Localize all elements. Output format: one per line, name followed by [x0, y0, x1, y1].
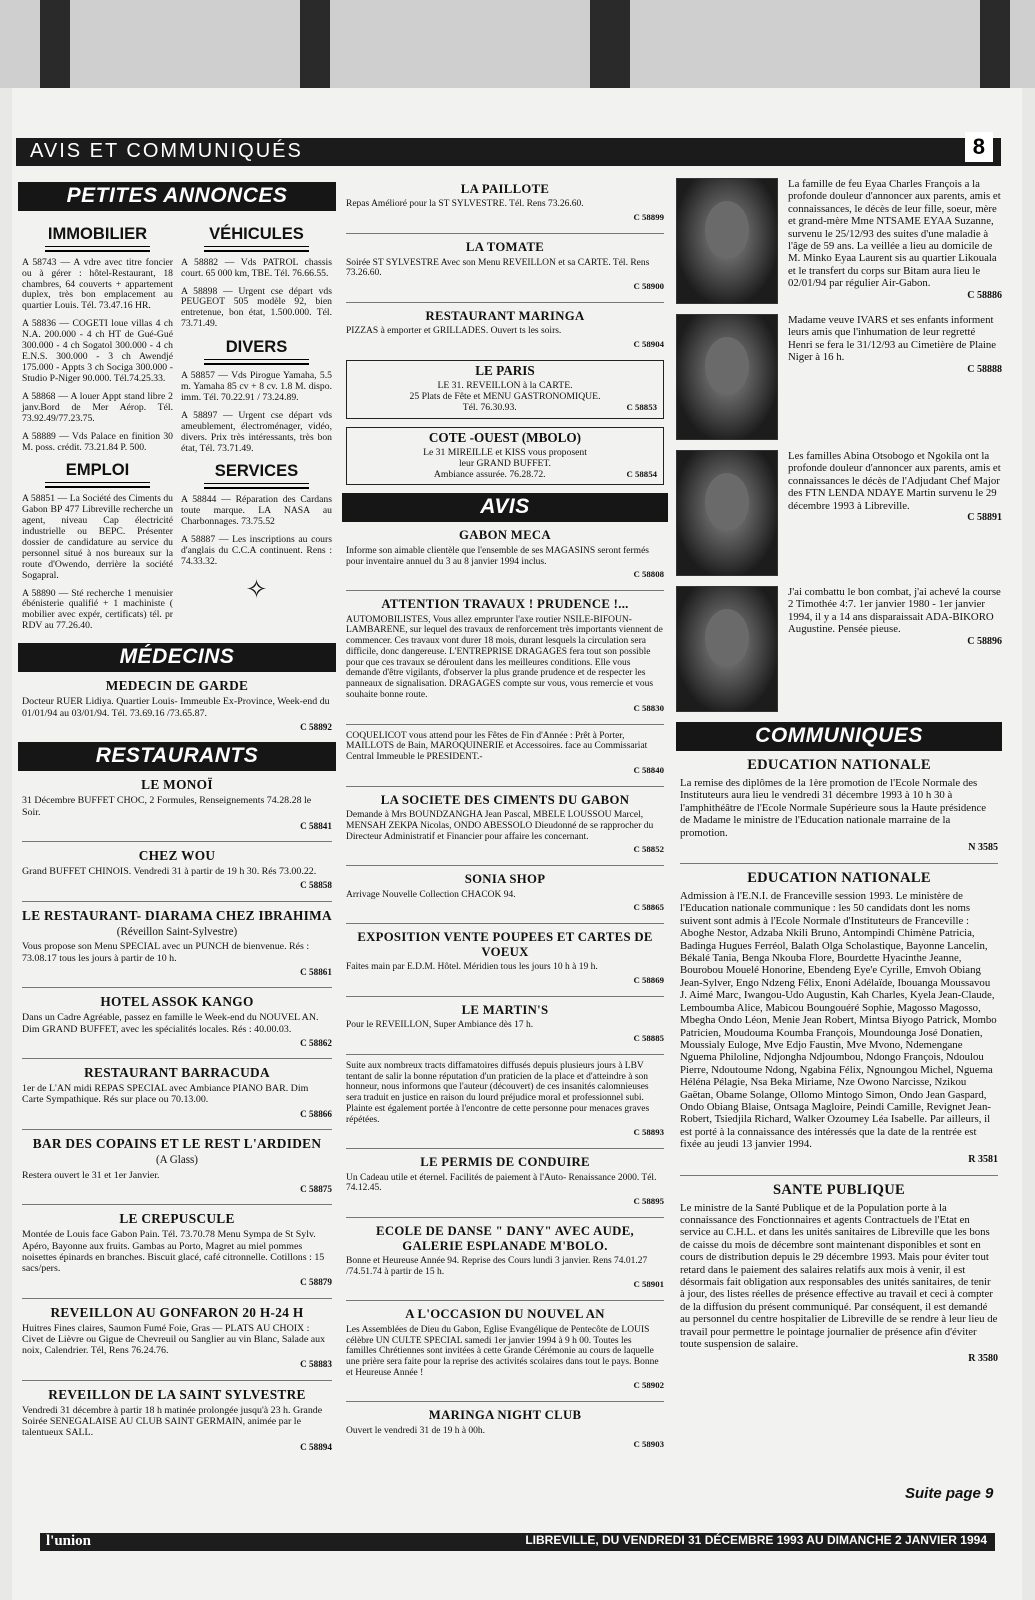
ad-reference: C 58852	[633, 844, 664, 855]
listing	[680, 757, 998, 853]
ad-reference: C 58862	[300, 1037, 332, 1048]
listing	[346, 528, 664, 580]
divider	[22, 1204, 332, 1205]
block-line: leur GRAND BUFFET.	[459, 457, 551, 469]
block-line-text: Tél. 76.30.93.	[462, 401, 517, 413]
obituary-text-block	[788, 178, 1002, 304]
block-title: EXPOSITION VENTE POUPEES ET CARTES DE VOEUX	[357, 930, 653, 959]
divider	[346, 1054, 664, 1055]
ad-reference: C 58892	[300, 721, 332, 732]
category-vehicules: VÉHICULES	[209, 224, 304, 243]
ad-reference: C 58901	[633, 1279, 664, 1290]
top-margin-strip	[0, 0, 1035, 88]
listing	[22, 908, 332, 977]
ad-reference: C 58894	[300, 1441, 332, 1452]
category-rule	[204, 483, 310, 489]
category-emploi: EMPLOI	[65, 460, 130, 480]
ad-reference: C 58830	[633, 702, 664, 713]
obituary-text: Madame veuve IVARS et ses enfants informent leurs amis que l'inhumation de leur regretté Henri se fera le 31/12/93 au Cimetière de Plaine Niger à 16 h.	[788, 314, 997, 364]
block-text: Dans un Cadre Agréable, passez en famille le Week-end du NOUVEL AN. Dim GRAND BUFFET, avec les spécialités locales. Rés : 40.00.03.	[22, 1012, 319, 1035]
ad-reference: C 58904	[633, 339, 664, 350]
listing	[346, 1003, 664, 1044]
petites-annonces-banner: PETITES ANNONCES	[18, 182, 336, 211]
block-text: Repas Amélioré pour la ST SYLVESTRE. Tél. Rens 73.26.60.	[346, 199, 584, 210]
block-text: Suite aux nombreux tracts diffamatoires diffusés depuis plusieurs jours à LBV tentant de salir la bonne réputation d'un praticien de la place et d'atteindre à son honneur, nous informons que l'auteur (découvert) de ces insanités calomnieuses sera traduit en justice en raison du lourd préjudice moral et professionnel subi. Plainte est également portée à l'encontre de cette personne pour menaces graves répétées.	[346, 1060, 650, 1125]
divider	[680, 863, 998, 864]
block-title: ECOLE DE DANSE " DANY" AVEC AUDE, GALERIE ESPLANADE M'BOLO.	[376, 1224, 634, 1253]
obituary	[676, 450, 1002, 576]
divider	[346, 786, 664, 787]
block-title: REVEILLON DE LA SAINT SYLVESTRE	[48, 1386, 306, 1402]
block-title: GABON MECA	[459, 528, 551, 543]
ad-reference: C 58866	[300, 1108, 332, 1119]
divider	[22, 1380, 332, 1381]
block-text: Soirée ST SYLVESTRE Avec son Menu REVEILLON et sa CARTE. Tél. Rens 73.26.60.	[346, 257, 650, 279]
portrait-face	[705, 337, 749, 395]
block-title: LA TOMATE	[465, 240, 545, 255]
block-line: LE 31. REVEILLON à la CARTE.	[437, 379, 573, 391]
portrait-photo	[676, 450, 778, 576]
block-text: Huitres Fines claires, Saumon Fumé Foie, Gras — PLATS AU CHOIX : Civet de Lièvre ou Gigue de Chevreuil ou Sanglier au vin Blanc, Salade aux noix, Calendrier. Tél, Rens 76.24.76.	[22, 1322, 326, 1357]
listing	[680, 870, 998, 1165]
block-title: MARINGA NIGHT CLUB	[428, 1408, 582, 1423]
ad-reference: C 58886	[967, 289, 1002, 301]
section-title: AVIS ET COMMUNIQUÉS	[30, 140, 303, 162]
classified-ad: A 58844 — Réparation des Cardans toute marque. LA NASA au Charbonnages. 73.75.52	[181, 494, 332, 527]
ad-reference: C 58895	[633, 1196, 664, 1207]
divider	[346, 302, 664, 303]
classified-ad: A 58857 — Vds Pirogue Yamaha, 5.5 m. Yamaha 85 cv + 8 cv. 1.8 M. dispo. imm. Tél. 70.22.91 / 73.24.89.	[181, 369, 332, 403]
listing	[22, 1136, 332, 1194]
block-text: PIZZAS à emporter et GRILLADES. Ouvert ts les soirs.	[346, 326, 562, 337]
listing	[346, 309, 664, 350]
classified-ad: A 58851 — La Société des Ciments du Gabon BP 477 Libreville recherche un agent, niveau Cap électricité industrielle ou BEPC. Présenter dossier de candidature au service du personnel situé à nos bureaux sur la route d'Owendo, derrière la société Sogapral.	[22, 493, 173, 581]
category-rule	[204, 246, 310, 252]
block-title: REVEILLON AU GONFARON 20 H-24 H	[50, 1304, 304, 1320]
block-title: SONIA SHOP	[464, 872, 546, 887]
divider	[680, 1175, 998, 1176]
divider	[22, 987, 332, 988]
medecins-banner: MÉDECINS	[18, 643, 336, 672]
listing	[22, 1065, 332, 1119]
ad-reference: C 58869	[633, 974, 664, 985]
ad-reference: C 58875	[300, 1183, 332, 1194]
classified-ad: A 58889 — Vds Palace en finition 30 M. poss. crédit. 73.21.84 P. 500.	[22, 430, 173, 453]
ad-reference: R 3580	[968, 1353, 998, 1365]
listing	[346, 1408, 664, 1449]
ad-reference: C 58891	[967, 512, 1002, 524]
boxed-ad-le-paris	[346, 360, 664, 419]
continued-on-page: Suite page 9	[905, 1485, 994, 1502]
medecin-de-garde	[22, 678, 332, 732]
listing	[346, 182, 664, 223]
footer-bar	[40, 1533, 995, 1551]
divider	[22, 1298, 332, 1299]
classified-ad: A 58890 — Sté recherche 1 menuisier ébénisterie qualifié + 1 machiniste ( mobilier avec expér, certificats) tél. pr RDV au 77.26.40.	[22, 587, 173, 632]
classified-ad: A 58897 — Urgent cse départ vds ameublement, électroménager, vidéo, divers. Prix très intéressants, très bon état, Tél. 73.71.49.	[181, 409, 332, 454]
newspaper-logo: l'union	[46, 1533, 92, 1549]
block-text: Pour le REVEILLON, Super Ambiance dès 17 h.	[346, 1020, 534, 1031]
divider	[22, 841, 332, 842]
obituary-text-block	[788, 586, 1002, 712]
divider	[346, 233, 664, 234]
listing	[680, 1182, 998, 1365]
ad-reference: C 58900	[633, 280, 664, 291]
ad-reference: C 58841	[300, 820, 332, 831]
block-text: Grand BUFFET CHINOIS. Vendredi 31 à partir de 19 h 30. Rés 73.00.22.	[22, 866, 317, 878]
scan-band	[40, 0, 70, 88]
ad-reference: C 58854	[626, 468, 657, 479]
category-services: SERVICES	[214, 461, 299, 481]
portrait-photo	[676, 178, 778, 304]
obituary-text-block	[788, 450, 1002, 576]
block-line	[353, 403, 657, 414]
classifieds-left	[18, 217, 177, 639]
ad-reference: C 58883	[300, 1359, 332, 1370]
block-title: COTE -OUEST (MBOLO)	[428, 429, 582, 445]
block-line: 25 Plats de Fête et MENU GASTRONOMIQUE.	[409, 390, 601, 402]
obituary-text: J'ai combattu le bon combat, j'ai achevé la course 2 Timothée 4:7. 1er janvier 1980 - 1er janvier 1994, il y a 14 ans disparaissait ADA-BIKORO Augustine. Pensée pieuse.	[788, 586, 1001, 636]
listing	[346, 1155, 664, 1207]
ad-reference: C 58899	[633, 212, 664, 223]
classified-ad: A 58868 — A louer Appt stand libre 2 janv.Bord de Mer Aérop. Tél. 73.92.49/77.23.75.	[22, 390, 173, 424]
divider	[22, 1058, 332, 1059]
block-text: Restera ouvert le 31 et 1er Janvier.	[22, 1169, 160, 1181]
category-immobilier: IMMOBILIER	[47, 224, 148, 243]
listing	[22, 1305, 332, 1370]
page-number: 8	[965, 132, 993, 162]
divider	[346, 1217, 664, 1218]
divider	[346, 590, 664, 591]
divider	[346, 996, 664, 997]
ad-reference: C 58888	[967, 363, 1002, 375]
listing	[22, 994, 332, 1048]
divider	[346, 1148, 664, 1149]
listing	[346, 1307, 664, 1391]
block-title: LE CREPUSCULE	[119, 1211, 235, 1227]
column-2	[342, 178, 668, 1460]
block-title: LE MARTIN'S	[461, 1002, 549, 1017]
listing	[346, 1061, 664, 1138]
block-text: Informe son aimable clientèle que l'ensemble de ses MAGASINS seront fermés pour inventaire annuel du 3 au 8 janvier 1994 inclus.	[346, 545, 649, 567]
restaurants-list	[18, 777, 336, 1452]
listing	[346, 731, 664, 776]
block-text: Le ministre de la Santé Publique et de la Population porte à la connaissance des Fonctionnaires et agents Contractuels de l'Etat en service au C.H.L. et dans les unités sanitaires de Libreville que les bons de caisse du mois de décembre sont maintenant disponibles et sont en cours de distribution depuis le 29 décembre 1993. Mais pour éviter tout retard dans le paiement des salaires relatifs aux mois à venir, il est désormais fait obligation aux responsables des unités sanitaires, de tenir à jour, des listes réelles de présence effective au travail et ceci à compter de la diffusion du présent communiqué. Par conséquent, il est demandé au personnel du centre hospitalier de Libreville de se rendre à leur lieu de travail pour permettre le pointage journalier de présence afin d'éviter toute suspension de salaire.	[680, 1201, 998, 1351]
block-title: ATTENTION TRAVAUX ! PRUDENCE !...	[381, 597, 629, 612]
category-divers: DIVERS	[225, 337, 288, 357]
scan-band	[590, 0, 630, 88]
divider	[22, 1129, 332, 1130]
block-text: Ouvert le vendredi 31 de 19 h à 00h.	[346, 1425, 486, 1436]
block-title: LE PARIS	[475, 363, 535, 379]
ad-reference: R 3581	[968, 1153, 998, 1165]
block-title: BAR DES COPAINS ET LE REST L'ARDIDEN	[32, 1136, 322, 1152]
block-title: LA PAILLOTE	[460, 182, 550, 196]
portrait-face	[705, 473, 749, 531]
avis-list	[342, 528, 668, 1449]
listing	[22, 1211, 332, 1287]
communiques-list	[676, 757, 1002, 1364]
listing	[22, 777, 332, 831]
obituary-text: La famille de feu Eyaa Charles François a la profonde douleur d'annoncer aux parents, amis et connaissances, le décès de leur fille, soeur, mère et grand-mère Mme NTSAME EYAA Suzanne, survenu le 25/12/93 des suites d'une maladie à l'âge de 59 ans. La veillée a lieu au domicile de M. Minko Eyaa Laurent sis au quartier Likouala et le transfert du corps sur Bitam aura lieu le 02/01/94 par régulier Air-Gabon.	[788, 178, 1001, 290]
ad-reference: C 58896	[967, 635, 1002, 647]
block-title: CHEZ WOU	[138, 848, 216, 864]
section-header	[16, 134, 1001, 166]
scan-band	[300, 0, 330, 88]
listing	[22, 848, 332, 891]
block-text: Faites main par E.D.M. Hôtel. Méridien tous les jours 10 h à 19 h.	[346, 962, 598, 973]
classified-ad: A 58898 — Urgent cse départ vds PEUGEOT 505 modèle 92, bien entretenue, bon état, 1.500.000. Tél. 73.71.49.	[181, 285, 332, 330]
divider	[346, 1300, 664, 1301]
block-text: Un Cadeau utile et éternel. Facilités de paiement à l'Auto- Renaissance 2000. Tél. 74.12.45.	[346, 1172, 657, 1194]
classifieds-right	[177, 217, 336, 639]
portrait-face	[705, 609, 749, 667]
block-text: Admission à l'E.N.I. de Franceville session 1993. Le ministère de l'Education nationale communique : les 50 candidats dont les noms suivent sont admis à l'Ecole Normale d'Instituteurs de Franceville : Aboghe Nestor, Adzaba Nkili Bruno, Antompindi Chimène Patricia, Badinga Hugues Ferréol, Balath Olga Scholastique, Bayonne Lancelin, Békalé Tania, Benga Nkouba Flore, Bourdette Hyacinthe Jeanne, Bourobou Mouelé Honorine, Ebendeng Eye'e Cyrille, Emvoh Obiang Jean-Sylver, Engo Ndzeng Félix, Enoni Adélaïde, Ibouanga Moussavou J. Aimé Marc, Iwangou-Udo Augustin, Kah Charles, Kyela Jean-Claude, Lemboumba Alice, Mabicou Boungouéré Sophie, Magosso Magosso, Mbegha Ondo Léon, Menie Jean Robert, Mintsa Biyogo Patrick, Mombo Patricien, Moudouma Koumba François, Moundounga José Donatien, Moussialy Euloge, Mve Edjo Faustin, Mve Mvono, Ndemengane Nguema Philoline, Ndjongha Ndjoumbou, Ndongo François, Ndoulou Pierre, Ndoutoume Ndong, Ngabina Félix, Ngnoungou Michel, Nguema Héléna Pélagie, Nsa Beka Miriame, Nze Owono Narcisse, Nzikou Gaëtan, Obame Solange, Ollomo Mintogo Simon, Ondo Jean Gaspard, Ondo Obiang Blaise, Ontsaga Magloire, Peindi Camille, Revignet Jean-Robert, Tsiedjila Richard, Walker Ozoumey Léa Isabelle. Par ailleurs, il est porté à la connaissance des intéressés que la date de la rentrée est fixée au jeudi 13 janvier 1994.	[680, 890, 997, 1151]
divider	[346, 1401, 664, 1402]
classified-ad: A 58887 — Les inscriptions au cours d'anglais du C.C.A continuent. Rens : 74.33.32.	[181, 533, 332, 567]
block-text: AUTOMOBILISTES, Vous allez emprunter l'axe routier NSILE-BIFOUN-LAMBARENE, sur lequel des travaux de renforcement très importants viennent de commencer. Ces travaux vont durer 18 mois, durant lesquels la circulation sera difficile, donc dangereuse. L'ENTREPRISE DRAGAGES fera tout son possible pour que ces travaux se déroulent dans les meilleures conditions. Elle vous demande d'être vigilants, d'observer la plus grande prudence et de respecter les panneaux de signalisation. DRAGAGES compte sur vous, vous remercie et vous souhaite bonne route.	[346, 614, 663, 700]
listing	[346, 793, 664, 856]
listing	[346, 597, 664, 713]
ad-reference: C 58879	[300, 1277, 332, 1288]
block-text: Docteur RUER Lidiya. Quartier Louis- Immeuble Ex-Province, Week-end du 01/01/94 au 03/01/94. Tél. 73.69.16 /73.65.87.	[22, 696, 330, 719]
scan-band	[980, 0, 1010, 88]
classified-ad: A 58743 — A vdre avec titre foncier ou à gérer : hôtel-Restaurant, 18 chambres, 64 couverts + appartement duplex, très bon emplacement au quartier Louis. Tél. 73.47.16 HR.	[22, 256, 173, 312]
block-text: COQUELICOT vous attend pour les Fêtes de Fin d'Année : Prêt à Porter, MAILLOTS de Bain, MAROQUINERIE et Accessoires. face au Commissariat Central Immeuble le PRESIDENT.-	[346, 730, 648, 763]
block-title: LE RESTAURANT- DIARAMA CHEZ IBRAHIMA	[22, 907, 332, 923]
block-title: A L'OCCASION DU NOUVEL AN	[405, 1307, 605, 1322]
block-title: RESTAURANT BARRACUDA	[84, 1065, 270, 1081]
listing	[346, 240, 664, 292]
portrait-photo	[676, 586, 778, 712]
ad-reference: C 58840	[633, 764, 664, 775]
obituaries-list	[676, 178, 1002, 712]
classified-ad: A 58882 — Vds PATROL chassis court. 65 000 km, TBE. Tél. 76.66.55.	[181, 256, 332, 279]
portrait-face	[705, 201, 749, 259]
divider	[346, 923, 664, 924]
star-ornament-icon: ✧	[245, 574, 268, 604]
avis-banner: AVIS	[342, 493, 668, 522]
block-subtitle: (Réveillon Saint-Sylvestre)	[116, 925, 238, 938]
block-text: Bonne et Heureuse Année 94. Reprise des Cours lundi 3 janvier. Rens 74.01.27 /74.51.74 à partir de 15 h.	[346, 1255, 648, 1277]
block-title: SANTE PUBLIQUE	[773, 1181, 905, 1198]
ad-reference: C 58903	[633, 1438, 664, 1449]
block-text: Vendredi 31 décembre à partir 18 h matinée prolongée jusqu'à 23 h. Grande Soirée SENEGALAISE AU CLUB SAINT GERMAIN, animée par le talentueux SALL.	[22, 1404, 323, 1439]
ad-reference: C 58853	[626, 401, 657, 412]
divider	[346, 724, 664, 725]
block-text: Vous propose son Menu SPECIAL avec un PUNCH de bienvenue. Rés : 73.08.17 tous les jours à partir de 10 h.	[22, 941, 310, 964]
block-title: HOTEL ASSOK KANGO	[100, 994, 254, 1010]
block-line	[353, 470, 657, 481]
block-text: La remise des diplômes de la 1ère promotion de l'Ecole Normale des Instituteurs aura lieu le vendredi 31 décembre 1993 à 10 h 30 à l'amphithéâtre de l'Ecole Normale Supérieure sous la Haute présidence de Madame le ministre de l'Education nationale marraine de la promotion.	[680, 777, 987, 839]
block-title: MEDECIN DE GARDE	[105, 678, 249, 694]
obituary	[676, 314, 1002, 440]
obituary	[676, 586, 1002, 712]
obituary	[676, 178, 1002, 304]
block-line: Le 31 MIREILLE et KISS vous proposent	[423, 446, 587, 458]
block-subtitle: (A Glass)	[156, 1154, 198, 1167]
divider	[346, 865, 664, 866]
listing	[22, 1387, 332, 1452]
communiques-banner: COMMUNIQUES	[676, 722, 1002, 751]
classifieds-grid	[18, 217, 336, 639]
obituary-text: Les familles Abina Otsobogo et Ngokila ont la profonde douleur d'annoncer aux parents, amis et connaissances le décès de l'Adjudant Chef Major des FTN LENDA NDAYE Martin survenu le 29 décembre 1993 à Libreville.	[788, 450, 1001, 512]
ad-reference: C 58893	[633, 1127, 664, 1138]
restaurants-banner: RESTAURANTS	[18, 742, 336, 771]
ad-reference: N 3585	[968, 842, 998, 854]
ad-reference: C 58861	[300, 966, 332, 977]
column-3	[676, 178, 1002, 1374]
listing	[346, 930, 664, 986]
ad-reference: C 58808	[633, 569, 664, 580]
block-title: RESTAURANT MARINGA	[425, 308, 585, 323]
listing	[346, 872, 664, 913]
restaurant-ads-top	[342, 182, 668, 350]
block-title: LE PERMIS DE CONDUIRE	[420, 1155, 590, 1170]
block-title: EDUCATION NATIONALE	[747, 757, 931, 773]
obituary-text-block	[788, 314, 1002, 440]
ad-reference: C 58902	[633, 1380, 664, 1391]
block-title: LE MONOÏ	[141, 777, 213, 793]
block-text: Montée de Louis face Gabon Pain. Tél. 73.70.78 Menu Sympa de St Sylv. Apéro, Bayonne aux fruits. Gambas au Porto, Magret au miel pommes noisettes épinards en branches. Biscuit glacé, café citronnelle. Cotillons : 15 sacs/pers.	[22, 1229, 325, 1275]
ad-reference: C 58885	[633, 1033, 664, 1044]
block-title: EDUCATION NATIONALE	[747, 870, 931, 887]
issue-date: LIBREVILLE, DU VENDREDI 31 DÉCEMBRE 1993 AU DIMANCHE 2 JANVIER 1994	[525, 1533, 987, 1547]
category-rule	[204, 359, 310, 365]
block-text: 31 Décembre BUFFET CHOC, 2 Formules, Renseignements 74.28.28 le Soir.	[22, 795, 312, 818]
block-text: Les Assemblées de Dieu du Gabon, Eglise Evangélique de Pentecôte de LOUIS célèbre UN CULTE SPECIAL samedi 1er janvier 1994 à 9 h 00. Toutes les familles Chrétiennes sont invitées à cette Grande Cérémonie au cours de laquelle une prière sera faite pour la reprise des activités scolaires dans tout le pays. Bonne et Heureuse Année !	[346, 1324, 659, 1378]
block-title: LA SOCIETE DES CIMENTS DU GABON	[380, 792, 630, 807]
category-rule	[45, 246, 151, 252]
boxed-ad-cote-ouest	[346, 427, 664, 486]
category-rule	[45, 482, 151, 488]
ad-reference: C 58865	[633, 902, 664, 913]
classified-ad: A 58836 — COGETI loue villas 4 ch N.A. 200.000 - 4 ch HT de Gué-Gué 300.000 - 4 ch Sogatol 300.000 - 4 ch E.N.S. 300.000 - 3 ch Awendjé 175.000 - Appts 3 ch Sociga 300.000 - Studio P-Niger 90.000. Tél.74.25.33.	[22, 318, 173, 384]
ad-reference: C 58858	[300, 880, 332, 891]
divider	[22, 901, 332, 902]
block-text: Arrivage Nouvelle Collection CHACOK 94.	[346, 889, 516, 900]
block-text: Demande à Mrs BOUNDZANGHA Jean Pascal, MBELE LOUSSOU Marcel, MENSAH ZEKPA Nicolas, ONDO ABESSOLO Dieudonné de se rapprocher du Directeur Administratif et Financier pour affaire les concernant.	[346, 810, 654, 842]
column-1	[18, 178, 336, 1462]
block-line-text: Ambiance assurée. 76.28.72.	[433, 468, 546, 480]
listing	[346, 1224, 664, 1290]
block-text: 1er de L'AN midi REPAS SPECIAL avec Ambiance PIANO BAR. Dim Carte Sympathique. Rés sur place ou 70.13.00.	[22, 1083, 309, 1106]
portrait-photo	[676, 314, 778, 440]
